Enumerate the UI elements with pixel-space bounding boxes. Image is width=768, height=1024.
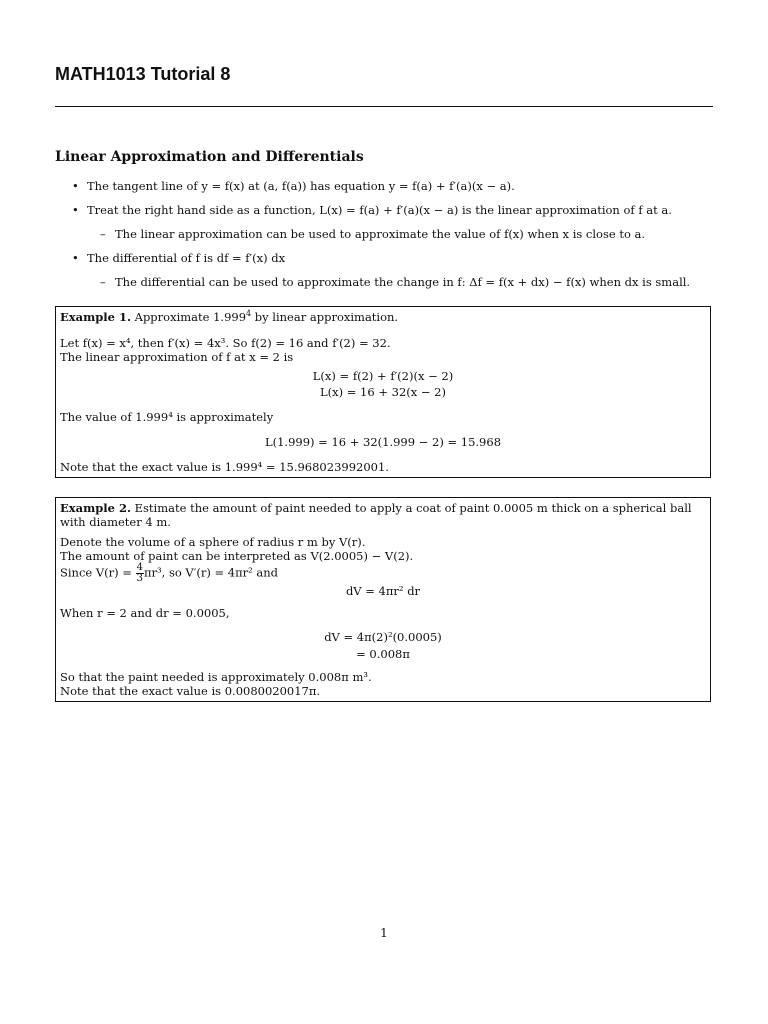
example-1-box [55,306,711,478]
example-1-line3: The value of 1.999⁴ is approximately [60,410,274,424]
dash-icon: – [100,275,106,289]
sub-bullet-item: – The linear approximation can be used to approximate the value of f(x) when x is close to a. [100,227,646,241]
example-2-eq1: dV = 4πr² dr [345,584,421,598]
example-2-line3: When r = 2 and dr = 0.0005, [60,606,230,620]
example-1-line1: Let f(x) = x⁴, then f′(x) = 4x³. So f(2) = 16 and f′(2) = 32. [60,336,391,350]
bullet-item: • Treat the right hand side as a function, L(x) = f(a) + f′(a)(x − a) is the linear approximation of f at a. [72,203,672,217]
example-1-eq1: L(x) = f(2) + f′(2)(x − 2) [312,369,454,383]
example-2-box [55,497,711,702]
bullet-item: • The differential of f is df = f′(x) dx [72,251,286,265]
bullet-dot-icon: • [72,203,79,217]
page-title: MATH1013 Tutorial 8 [55,64,231,84]
dash-icon: – [100,227,106,241]
example-2-conclusion: So that the paint needed is approximately 0.008π m³. [60,670,372,684]
example-2-note: Note that the exact value is 0.0080020017π. [60,684,321,698]
fraction: $\frac{4}{3}$ [136,562,143,584]
bullet-list [55,178,715,298]
example-2-eq2: dV = 4π(2)²(0.0005) [324,630,442,644]
example-1-prompt: Example 1. Approximate 1.999$^4$ by linear approximation. [60,309,399,324]
example-1-note: Note that the exact value is 1.999⁴ = 15.968023992001. [60,460,389,474]
bullet-dot-icon: • [72,251,79,265]
example-2-line2: The amount of paint can be interpreted as V(2.0005) − V(2). [60,549,414,563]
example-1-eq3: L(1.999) = 16 + 32(1.999 − 2) = 15.968 [264,435,502,449]
example-2-eq3: = 0.008π [356,647,410,661]
example-2-prompt: Example 2. Estimate the amount of paint needed to apply a coat of paint 0.0005 m thick on a spherical ball with diameter 4 m. [60,501,692,529]
page-number: 1 [380,926,388,940]
example-1-line2: The linear approximation of f at x = 2 is [60,350,294,364]
example-1-eq2: L(x) = 16 + 32(x − 2) [320,385,446,399]
example-2-since: Since V(r) = $\frac{4}{3}$ πr³, so V′(r) = 4πr² and [60,562,279,584]
section-title: Linear Approximation and Differentials [55,149,364,165]
bullet-item: • The tangent line of y = f(x) at (a, f(a)) has equation y = f(a) + f′(a)(x − a). [72,179,515,193]
title-rule [55,106,713,107]
example-2-line1: Denote the volume of a sphere of radius r m by V(r). [60,535,366,549]
bullet-dot-icon: • [72,179,79,193]
sub-bullet-item: – The differential can be used to approximate the change in f: Δf = f(x + dx) − f(x) when dx is small. [100,275,691,289]
